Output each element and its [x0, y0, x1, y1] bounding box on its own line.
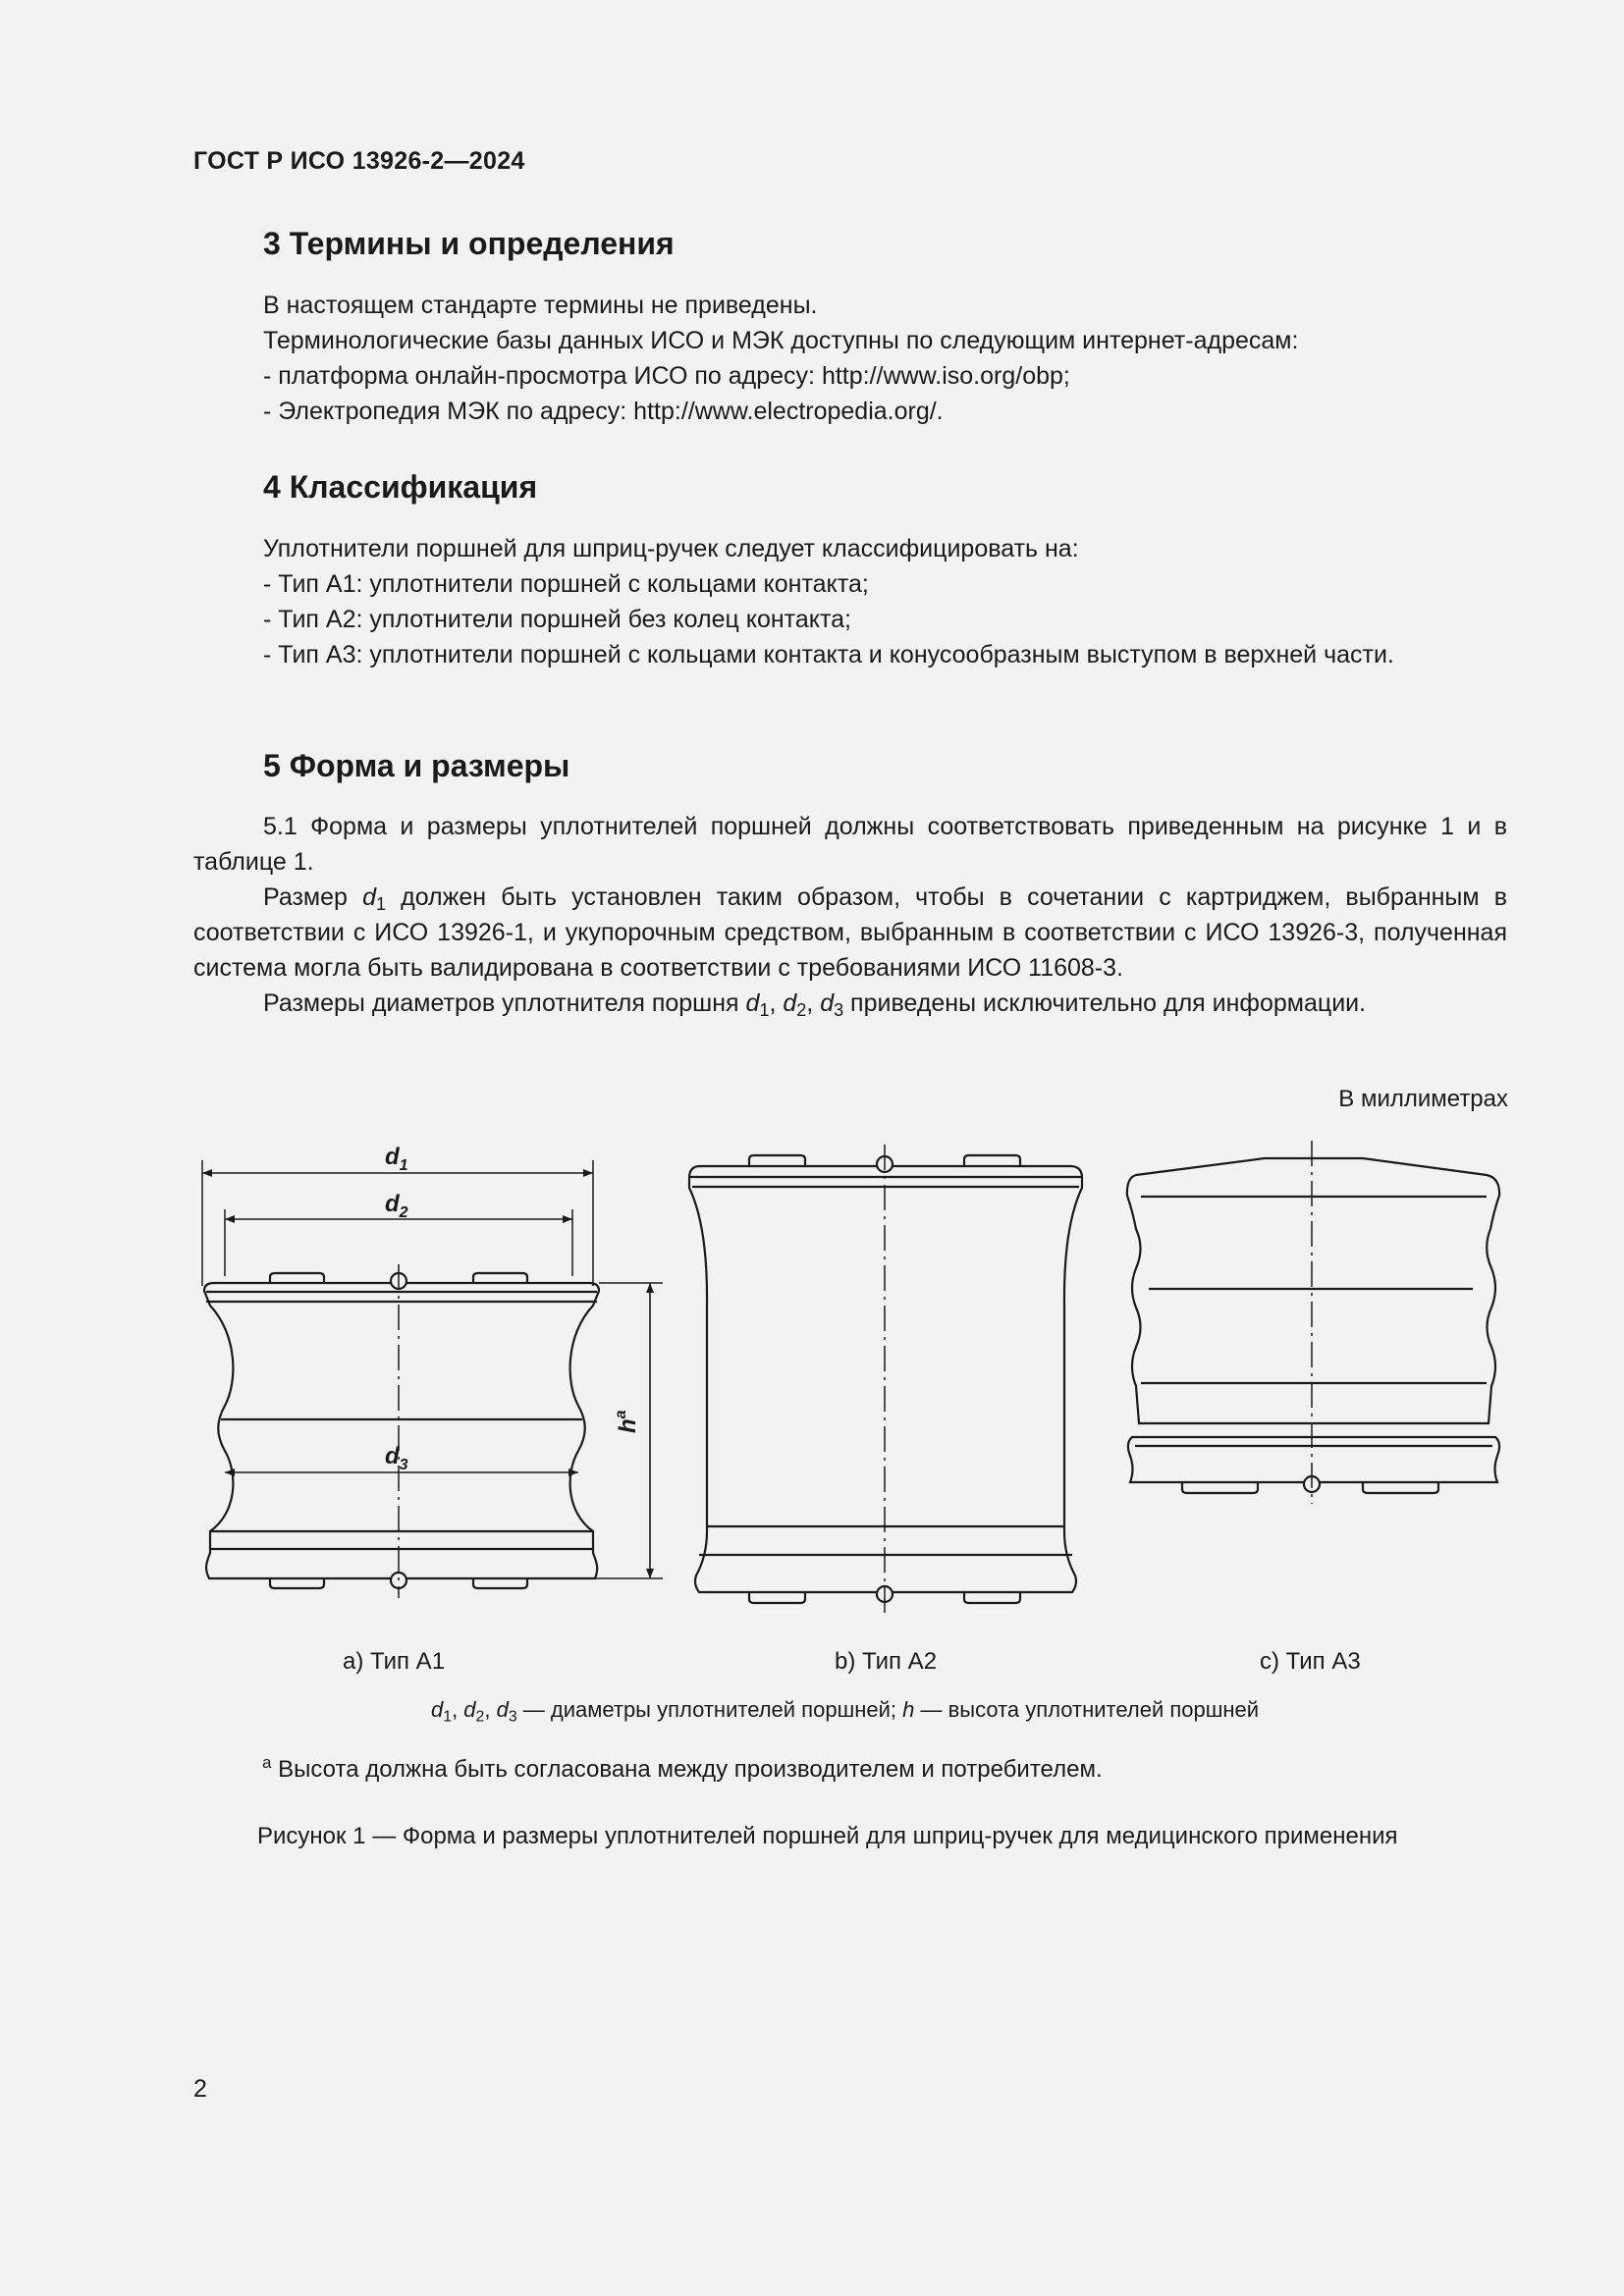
figure-footnote: $^a$ Высота должна быть согласована между производителем и потребителем. — [262, 1753, 1103, 1783]
label-h: $h^a$ — [613, 1410, 641, 1433]
section-4-intro: Уплотнители поршней для шприц-ручек следует классифицировать на: — [263, 535, 1079, 562]
figure-title: Рисунок 1 — Форма и размеры уплотнителей поршней для шприц-ручек для медицинского применения — [257, 1823, 1398, 1849]
section-3-item-2: - Электропедия МЭК по адресу: http://www.electropedia.org/. — [263, 398, 944, 425]
type-a2-drawing — [689, 1145, 1082, 1615]
label-d3: $d_3$ — [385, 1443, 408, 1473]
caption-type-a3: c) Тип А3 — [1260, 1648, 1361, 1675]
section-5-paragraph-1: 5.1 Форма и размеры уплотнителей поршней должны соответствовать приведенным на рисунке 1 и в таблице 1. — [193, 813, 1507, 876]
section-5-paragraph-2: Размер $d_1$ должен быть установлен таким образом, чтобы в сочетании с картриджем, выбранным в соответствии с ИСО 13926-1, и укупорочным средством, выбранным в соответствии с ИСО 13926-3, полученная система могла быть валидирована в соответствии с требованиями ИСО 11608-3. — [193, 883, 1507, 982]
type-a3-drawing — [1127, 1141, 1499, 1504]
figure-legend: $d_1$, $d_2$, $d_3$ — диаметры уплотнителей поршней; h — высота уплотнителей поршней — [431, 1697, 1260, 1726]
section-5-heading: 5 Форма и размеры — [263, 748, 570, 783]
caption-type-a2: b) Тип А2 — [835, 1648, 938, 1675]
label-d2: $d_2$ — [385, 1191, 408, 1221]
label-d1: $d_1$ — [385, 1144, 408, 1174]
section-4-item-2: - Тип А2: уплотнители поршней без колец контакта; — [263, 606, 851, 633]
units-note: В миллиметрах — [1338, 1086, 1508, 1112]
section-3-heading: 3 Термины и определения — [263, 226, 675, 261]
section-3-line-1: В настоящем стандарте термины не приведены. — [263, 292, 818, 319]
standard-id: ГОСТ Р ИСО 13926-2—2024 — [193, 147, 525, 175]
section-3-item-1: - платформа онлайн-просмотра ИСО по адресу: http://www.iso.org/obp; — [263, 362, 1070, 390]
section-3-line-2: Терминологические базы данных ИСО и МЭК доступны по следующим интернет-адресам: — [263, 327, 1299, 354]
section-4-item-3: - Тип А3: уплотнители поршней с кольцами контакта и конусообразным выступом в верхней части. — [263, 641, 1394, 668]
page-number: 2 — [193, 2075, 207, 2103]
type-a1-drawing — [202, 1160, 663, 1598]
section-4-heading: 4 Классификация — [263, 469, 538, 505]
caption-type-a1: a) Тип А1 — [343, 1648, 446, 1675]
section-4-item-1: - Тип А1: уплотнители поршней с кольцами контакта; — [263, 570, 869, 598]
section-5-paragraph-3: Размеры диаметров уплотнителя поршня $d_1$, $d_2$, $d_3$ приведены исключительно для информации. — [263, 989, 1367, 1021]
